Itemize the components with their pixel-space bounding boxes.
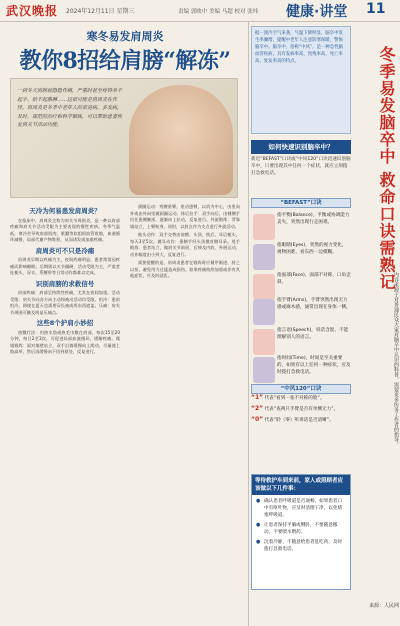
befast-item (251, 242, 351, 276)
subhead-3: 识别肩膀的求救信号 (35, 279, 95, 288)
waiting-box-title: 等待救护车到来前，家人或照顾者应该做以下几件事： (252, 475, 350, 495)
sidebar-intro-text: 新近“BEFAST”口诀或“中风120”口诀迅速识别脑卒中，只要出现其中任何一个症状，就应立刻拨打急救电话。 (251, 157, 351, 176)
intro-image (10, 78, 238, 198)
stroke120-key: “2” (251, 405, 264, 412)
subhead-2: 肩周炎可不只是冷痛 (35, 246, 95, 255)
eye-icon (253, 244, 275, 270)
befast-item-text: 指面部(Face)，面部不对称，口角歪斜。 (277, 273, 351, 285)
stroke120-item (251, 416, 351, 424)
stroke120-text: 代表“查两只手臂是否有单侧无力”。 (264, 407, 339, 412)
waiting-box-item: ● 让患者保持平躺或侧卧，不要随意搬动，不要喂水喂药。 (252, 519, 350, 536)
befast-badge: “BEFAST”口诀 (251, 198, 351, 208)
article-column-2 (130, 204, 240, 282)
befast-item-text: 指眼睛(Eyes)，突然的视力变化，视物困难，看东西一边模糊。 (277, 243, 347, 255)
person-photo (129, 85, 233, 195)
paragraph: 需要提醒的是，肩周炎患者在锻炼时应循序渐进、持之以恒，避免用力过猛造成损伤。如果疼痛持续加重或伴有其他症状，应及时就医。 (130, 260, 240, 278)
befast-item-text: 指言语(Speech)，说话含混、不能理解别人的语言。 (277, 328, 349, 340)
waiting-box-item: ● 确认患者呼吸道是否通畅，如果患者口中有呕吐物，应及时清理干净，以免堵塞呼吸道。 (252, 495, 350, 519)
waiting-box-item: ● 沉着冷静，不随意给患者乱吃药，及时拨打急救电话。 (252, 536, 350, 553)
befast-item-text: 指时间(Time)，时间是至关重要的，如果有以上任何一种症状，应及时拨打急救电话。 (277, 356, 351, 375)
article-headline: 教你8招给肩膀“解冻” (19, 48, 231, 74)
befast-item (251, 297, 351, 331)
article-intro: 一到冬天肩膀就隐隐作痛，严重时甚至疼得举不起手、抬不起胳膊……这很可能是肩周炎在作怪。肩周炎是冬季中老年人的常见病、多发病，及时、规范的治疗和科学锻炼，可以帮助患者恢复肩关节活动功能。 (17, 88, 123, 128)
sidebar-vertical-note: 内容来源于对普通民众大家对脑卒中认识的科普，需要更多医务工作者的指导。 (393, 272, 399, 447)
issue-date: 2024年12月11日 星期三 (66, 8, 135, 15)
stroke120-badge: “中风120”口诀 (251, 384, 351, 394)
sidebar-question-bar: 如何快速识别脑卒中？ (251, 140, 351, 154)
befast-item-text: 指平衡(Balance)，平衡或协调能力丧失，突然出现行走困难。 (277, 213, 350, 225)
speech-icon (253, 329, 275, 355)
arm-icon (253, 299, 275, 325)
paragraph: 梳头动作：双手交替由前额、头顶、枕后、耳后梳头，每天3至5次。摸耳动作：患侧手经头顶摸对侧耳朵。甩手锻炼：患者站立，做肩关节前屈、后伸及内收、外展运动，动作幅度由小到大，反复进行。 (130, 232, 240, 257)
article-kicker: 寒冬易发肩周炎 (86, 30, 164, 43)
paragraph: 肩部疼痛：肩部呈持续性疼痛，尤其在夜间加重。活动受限：肩关节向各方向主动和被动活动均受限。怕冷：患肩怕冷，即使在夏天也需要穿长袖或用东西遮盖。压痛：肩关节周围可触及明显压痛点。 (10, 290, 120, 315)
befast-item (251, 212, 351, 246)
clock-icon (253, 357, 275, 383)
stroke120-key: “1” (251, 394, 264, 401)
sidebar-intro-box: 据一渡冷空气来袭，气温下降明显，脑卒中发生率骤增，提醒中老年人注意防寒保暖，警惕脑卒中。脑卒中，俗称“中风”，是一种急性脑血管疾病，具有发病率高、致残率高、死亡率高、复发率高的特点。 (251, 26, 351, 134)
subhead-4: 这些8个护肩小妙招 (36, 319, 94, 327)
page-number: 11 (366, 1, 386, 17)
stroke120-text: 代表“看到一张不对称的脸”。 (264, 396, 325, 401)
stroke120-item (251, 394, 351, 402)
section-name: 健康·讲堂 (286, 4, 348, 20)
subhead-1: 天冷为何易患发肩周炎？ (29, 207, 101, 215)
paragraph: 肩周炎早期以疼痛为主，夜间疼痛明显，患者常常因疼痛而影响睡眠；后期则以关节僵硬、活动受限为主，严重者连梳头、穿衣、系腰带等日常动作都难以完成。 (10, 257, 120, 275)
waiting-ambulance-box (251, 474, 351, 590)
balance-icon (253, 214, 275, 240)
befast-item-text: 指手臂(Arms)，手臂突然出现无力感或麻木感，通常出现在身体一侧。 (277, 298, 351, 310)
stroke120-item (251, 405, 351, 413)
stroke120-list (251, 394, 351, 427)
stroke120-text: 代表“聆（零）听讲话是否清晰”。 (264, 418, 334, 423)
paragraph: 在临床中，肩周炎全称为肩关节周围炎，是一种以肩部疼痛和肩关节活动受限为主要表现的慢性疾病。冬季气温低，寒冷会导致肩部肌肉、肌腱等软组织血管收缩，血液循环减慢，局部代谢产物堆积，从而诱发或加重疼痛。 (10, 217, 120, 242)
stroke120-key: “0” (251, 416, 264, 423)
editor-credits: 责编 郭映中 美编 马超 校对 张炜 (178, 9, 259, 15)
sidebar-vertical-title: 冬季易发脑卒中 救命口诀需熟记 (377, 46, 396, 291)
paragraph: 热敷疗法：用热水袋或热毛巾敷在肩部，每次15至20分钟，每日2至3次，可促进局部血液循环，缓解疼痛。爬墙锻炼：面对墙壁站立，双手沿墙缓慢向上爬动，尽量使上肢高举，然后再缓慢向下回到原处，反复进行。 (10, 329, 120, 354)
newspaper-logo: 武汉晚报 (6, 4, 59, 18)
sidebar-source: 来源：人民网 (368, 603, 399, 609)
article-column-1 (10, 204, 120, 358)
main-article (0, 22, 248, 626)
masthead (0, 0, 400, 22)
paragraph: 画圈运动：弯腰垂臂，甩动患臂，以肩为中心，由里向外或由外向里做画圈运动。体后拉手：双手向后，由健侧手拉住患侧腕部，逐渐向上拉动，反复进行。外旋锻炼：背靠墙站立，上臂贴身，屈肘，以肘点作为支点进行外旋活动。 (130, 204, 240, 229)
